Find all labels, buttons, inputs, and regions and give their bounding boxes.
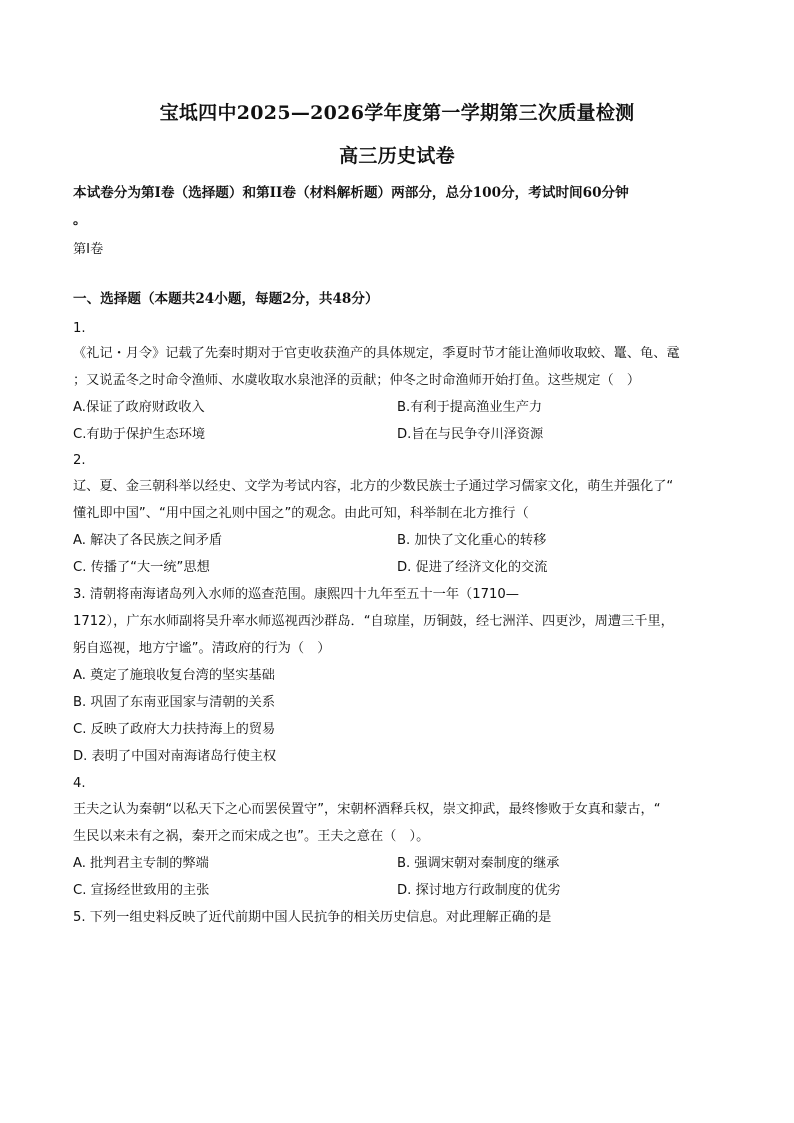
question-4-option-c[interactable]: C. 宣扬经世致用的主张 [73,883,210,898]
question-3-option-a[interactable]: A. 奠定了施琅收复台湾的坚实基础 [73,668,275,683]
question-3-stem-line-2: 1712），广东水师副将吴升率水师巡视西沙群岛．“自琼崖，历铜鼓，经七洲洋、四更沙，周遭三千里， [73,614,674,629]
part-label: 第I卷 [73,242,104,257]
question-2-option-d[interactable]: D. 促进了经济文化的交流 [397,560,548,575]
exam-subtitle: 高三历史试卷 [339,145,455,167]
question-1-stem-line-1: 《礼记・月令》记载了先秦时期对于官吏收获渔产的具体规定，季夏时节才能让渔师收取蛟、鼍、龟、鼋 [73,346,680,361]
question-2-stem-line-2: 懂礼即中国”、“用中国之礼则中国之”的观念。由此可知，科举制在北方推行（ [73,506,529,521]
question-3-stem-line-1: 3. 清朝将南海诸岛列入水师的巡查范围。康熙四十九年至五十一年（1710— [73,587,519,602]
question-2-number: 2. [73,453,86,468]
question-4-stem-line-1: 王夫之认为秦朝“以私天下之心而罢侯置守”，宋朝杯酒释兵权，崇文抑武，最终惨败于女真和蒙古，“ [73,802,661,817]
question-1-stem-line-2: ；又说孟冬之时命令渔师、水虞收取水泉池泽的贡献；仲冬之时命渔师开始打鱼。这些规定（ ） [73,373,641,388]
question-2-option-c[interactable]: C. 传播了“大一统”思想 [73,560,210,575]
question-3-option-b[interactable]: B. 巩固了东南亚国家与清朝的关系 [73,695,276,710]
intro-line-1: 本试卷分为第I卷（选择题）和第II卷（材料解析题）两部分，总分100分，考试时间60分钟 [73,185,629,201]
question-4-option-b[interactable]: B. 强调宋朝对秦制度的继承 [397,856,560,871]
question-4-option-d[interactable]: D. 探讨地方行政制度的优劣 [397,883,561,898]
question-2-option-a[interactable]: A. 解决了各民族之间矛盾 [73,533,223,548]
question-1-option-b[interactable]: B.有利于提高渔业生产力 [397,400,543,415]
question-1-option-a[interactable]: A.保证了政府财政收入 [73,400,205,415]
question-1-option-c[interactable]: C.有助于保护生态环境 [73,427,206,442]
question-4-number: 4. [73,776,86,791]
intro-line-2: 。 [73,212,87,228]
question-5-stem-line-1: 5. 下列一组史料反映了近代前期中国人民抗争的相关历史信息。对此理解正确的是 [73,910,552,925]
question-4-option-a[interactable]: A. 批判君主专制的弊端 [73,856,209,871]
section-title: 一、选择题（本题共24小题，每题2分，共48分） [73,291,379,307]
question-2-stem-line-1: 辽、夏、金三朝科举以经史、文学为考试内容，北方的少数民族士子通过学习儒家文化，萌生并强化了“ [73,479,674,494]
question-4-stem-line-2: 生民以来未有之祸，秦开之而宋成之也”。王夫之意在（ ）。 [73,829,430,844]
question-3-stem-line-3: 躬自巡视，地方宁谧”。清政府的行为（ ） [73,641,331,656]
question-2-option-b[interactable]: B. 加快了文化重心的转移 [397,533,547,548]
question-1-option-d[interactable]: D.旨在与民争夺川泽资源 [397,427,544,442]
question-3-option-c[interactable]: C. 反映了政府大力扶持海上的贸易 [73,722,276,737]
question-3-option-d[interactable]: D. 表明了中国对南海诸岛行使主权 [73,749,277,764]
exam-title: 宝坻四中2025—2026学年度第一学期第三次质量检测 [159,102,635,124]
question-1-number: 1. [73,321,86,336]
